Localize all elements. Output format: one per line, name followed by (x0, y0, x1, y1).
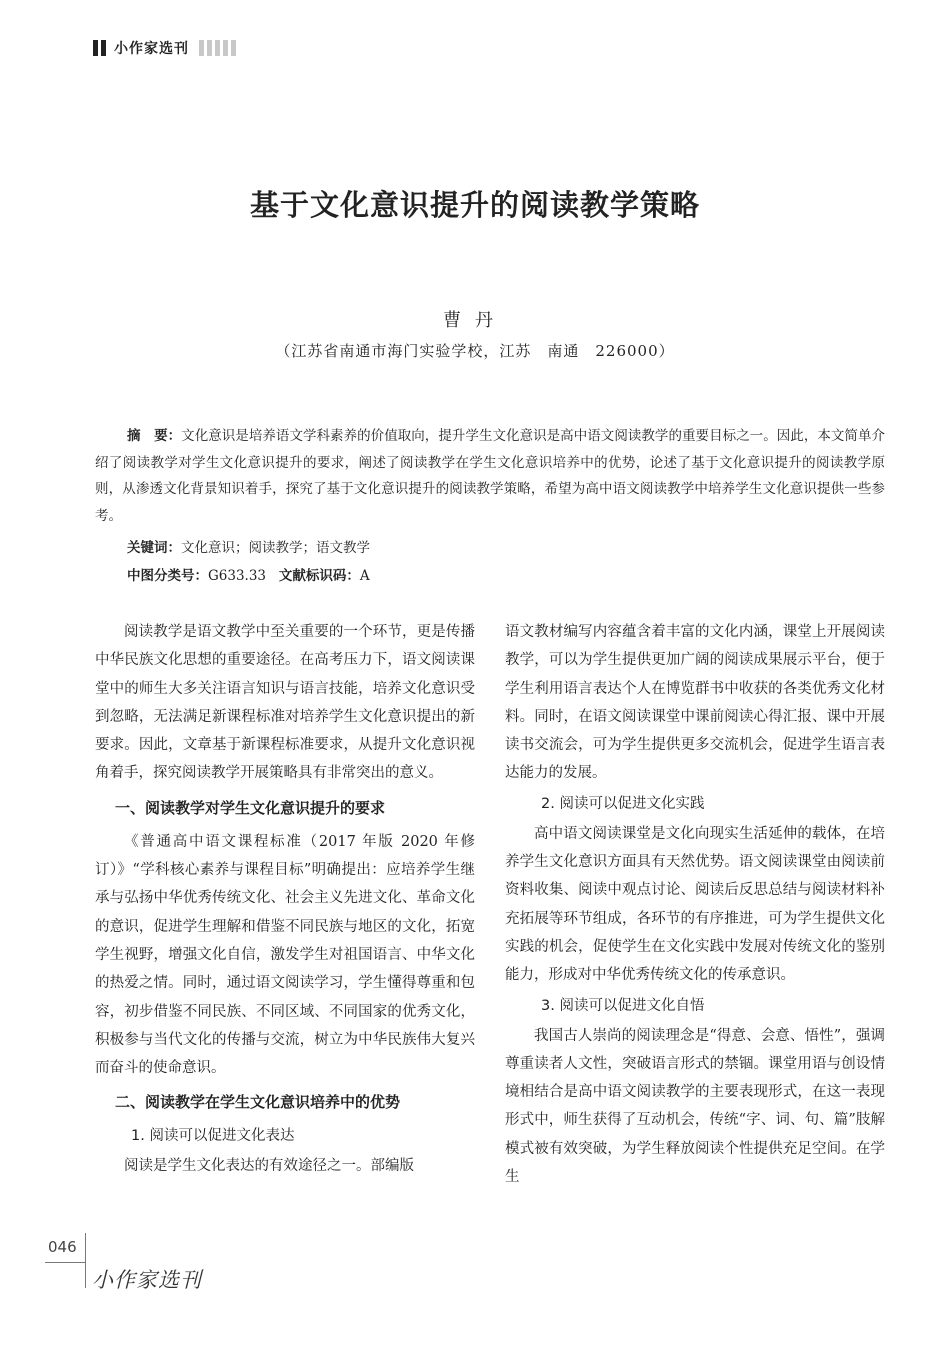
section-heading: 二、阅读教学在学生文化意识培养中的优势 (115, 1093, 401, 1112)
subsection-heading: 1. 阅读可以促进文化表达 (131, 1128, 295, 1145)
author-name: 曹丹 (443, 310, 507, 331)
body-paragraph: 阅读是学生文化表达的有效途径之一。部编版 (124, 1158, 414, 1175)
page-number: 046 (48, 1238, 77, 1256)
doc-code-value: A (359, 568, 370, 584)
footer-logo: 小作家选刊 (92, 1268, 202, 1292)
body-paragraph: 我国古人崇尚的阅读理念是“得意、会意、悟性”，强调尊重读者人文性，突破语言形式的禁锢。课堂用语与创设情境相结合是高中语文阅读教学的主要表现形式，在这一表现形式中，师生获得了互动机会，传统“字、词、句、篇”肢解模式被有效突破，为学生释放阅读个性提供充足空间。在学生 (505, 1027, 885, 1186)
journal-name: 小作家选刊 (114, 41, 189, 57)
subsection-heading: 3. 阅读可以促进文化自悟 (541, 997, 705, 1014)
abstract (95, 423, 885, 529)
doc-code-label: 文献标识码： (278, 568, 360, 584)
abstract-label: 摘 要： (127, 428, 182, 444)
body-paragraph: 《普通高中语文课程标准（2017 年版 2020 年修订）》“学科核心素养与课程目标”明确提出：应培养学生继承与弘扬中华优秀传统文化、社会主义先进文化、革命文化的意识，促进学生理解和借鉴不同民族与地区的文化，拓宽学生视野，增强文化自信，激发学生对祖国语言、中华文化的热爱之情。同时，通过语文阅读学习，学生懂得尊重和包容，初步借鉴不同民族、不同区域、不同国家的优秀文化，积极参与当代文化的传播与交流，树立为中华民族伟大复兴而奋斗的使命意识。 (95, 833, 475, 1077)
body-paragraph: 语文教材编写内容蕴含着丰富的文化内涵，课堂上开展阅读教学，可以为学生提供更加广阔的阅读成果展示平台，便于学生利用语言表达个人在博览群书中收获的各类优秀文化材料。同时，在语文阅读课堂中课前阅读心得汇报、课中开展读书交流会，可为学生提供更多交流机会，促进学生语言表达能力的发展。 (505, 624, 885, 782)
keywords-text: 文化意识；阅读教学；语文教学 (181, 540, 370, 556)
body-column-right (505, 618, 885, 1191)
subsection-heading: 2. 阅读可以促进文化实践 (541, 795, 705, 812)
classification-value: G633.33 (208, 568, 267, 584)
header-decoration-icon (199, 40, 236, 56)
header-bars-icon (93, 40, 106, 56)
body-column-left (95, 618, 475, 1181)
keywords-label: 关键词： (127, 540, 181, 556)
footer-divider (85, 1233, 86, 1288)
footer-rule (45, 1262, 86, 1263)
body-paragraph: 阅读教学是语文教学中至关重要的一个环节，更是传播中华民族文化思想的重要途径。在高考压力下，语文阅读课堂中的师生大多关注语言知识与语言技能，培养文化意识受到忽略，无法满足新课程标准对培养学生文化意识提出的新要求。因此，文章基于新课程标准要求，从提升文化意识视角着手，探究阅读教学开展策略具有非常突出的意义。 (95, 624, 475, 782)
body-paragraph: 高中语文阅读课堂是文化向现实生活延伸的载体，在培养学生文化意识方面具有天然优势。语文阅读课堂由阅读前资料收集、阅读中观点讨论、阅读后反思总结与阅读材料补充拓展等环节组成，各环节的有序推进，可为学生提供文化实践的机会，促使学生在文化实践中发展对传统文化的鉴别能力，形成对中华优秀传统文化的传承意识。 (505, 825, 885, 984)
classification (127, 564, 370, 584)
author-affiliation: （江苏省南通市海门实验学校，江苏 南通 226000） (275, 342, 675, 360)
section-heading: 一、阅读教学对学生文化意识提升的要求 (115, 798, 386, 817)
keywords (127, 536, 370, 556)
article-title: 基于文化意识提升的阅读教学策略 (249, 188, 700, 222)
abstract-text: 文化意识是培养语文学科素养的价值取向，提升学生文化意识是高中语文阅读教学的重要目标之一。因此，本文简单介绍了阅读教学对学生文化意识提升的要求，阐述了阅读教学在学生文化意识培养中的优势，论述了基于文化意识提升的阅读教学原则，从渗透文化背景知识着手，探究了基于文化意识提升的阅读教学策略，希望为高中语文阅读教学中培养学生文化意识提供一些参考。 (95, 428, 886, 524)
running-header (93, 38, 236, 58)
classification-label: 中图分类号： (127, 568, 208, 584)
